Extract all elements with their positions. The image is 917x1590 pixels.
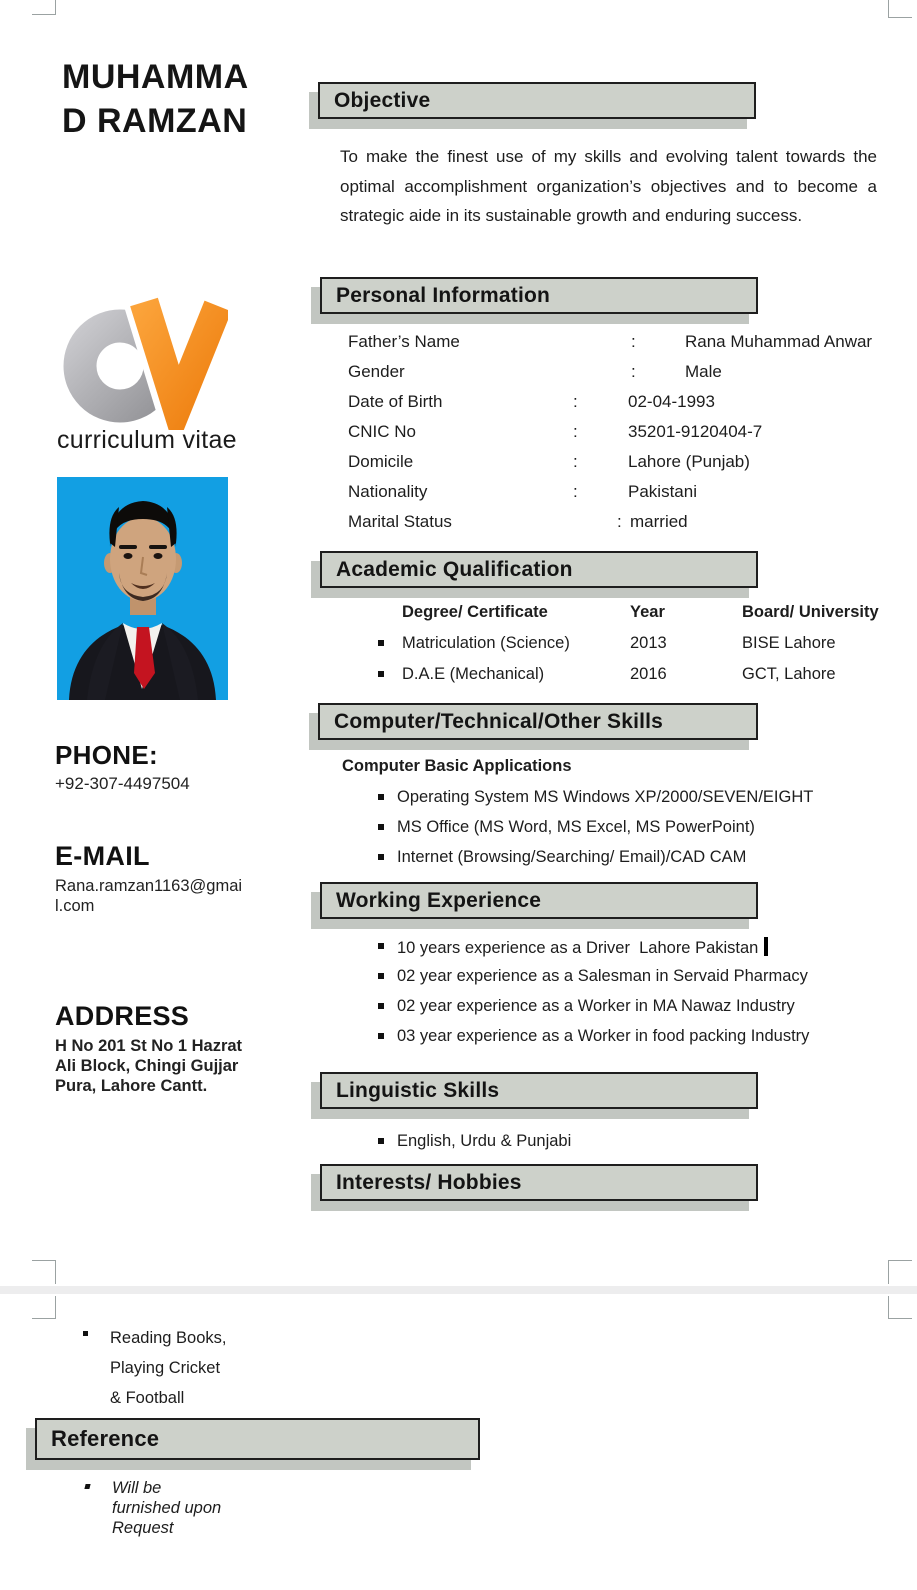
phone-value: +92-307-4497504 — [55, 774, 190, 793]
section-title: Working Experience — [336, 888, 542, 912]
section-header-computer-skills — [318, 703, 758, 740]
section-header-academic-qualification — [320, 551, 758, 588]
section-header-interests-hobbies — [320, 1164, 758, 1201]
bullet-icon — [84, 1484, 90, 1489]
text-cursor — [764, 937, 768, 956]
list-item: Operating System MS Windows XP/2000/SEVEN/EIGHT — [378, 788, 898, 818]
section-title: Computer/Technical/Other Skills — [334, 709, 664, 733]
personal-row: Date of Birth : 02-04-1993 — [348, 392, 715, 411]
column-board: Board/ University — [742, 603, 879, 621]
personal-row: Nationality : Pakistani — [348, 482, 697, 501]
email-value: Rana.ramzan1163@gmail.com — [55, 877, 243, 915]
hobbies-list: Reading Books, Playing Cricket & Football — [83, 1323, 323, 1413]
page1-bottom-right-boundary-mark — [888, 1260, 912, 1284]
academic-row: D.A.E (Mechanical) 2016 GCT, Lahore — [348, 665, 908, 696]
section-title: Interests/ Hobbies — [336, 1170, 522, 1194]
personal-row: Marital Status : married — [348, 512, 688, 531]
section-header-working-experience — [320, 882, 758, 919]
experience-list — [378, 937, 898, 1057]
list-item: 10 years experience as a Driver Lahore Pakistan — [378, 937, 898, 967]
page2-top-left-boundary-mark — [32, 1296, 56, 1319]
email-heading: E-MAIL — [55, 841, 150, 871]
page1-bottom-left-boundary-mark — [32, 1260, 56, 1284]
list-item: Internet (Browsing/Searching/ Email)/CAD CAM — [378, 848, 898, 878]
skills-list — [378, 788, 898, 878]
section-header-personal-information — [320, 277, 758, 314]
personal-information-list — [348, 332, 908, 542]
candidate-photo — [57, 477, 228, 700]
bullet-icon — [83, 1331, 88, 1336]
list-item: 02 year experience as a Salesman in Servaid Pharmacy — [378, 967, 898, 997]
skills-subtitle: Computer Basic Applications — [342, 757, 572, 775]
bullet-icon — [378, 973, 384, 979]
bullet-icon — [378, 824, 384, 830]
bullet-icon — [378, 854, 384, 860]
personal-row: Father’s Name : Rana Muhammad Anwar — [348, 332, 873, 351]
section-title: Academic Qualification — [336, 557, 573, 581]
section-title: Objective — [334, 88, 431, 112]
list-item: 03 year experience as a Worker in food packing Industry — [378, 1027, 898, 1057]
cv-logo-caption: curriculum vitae — [57, 426, 237, 454]
cv-logo-icon — [58, 290, 228, 430]
page1-top-right-boundary-mark — [888, 0, 912, 18]
academic-row: Matriculation (Science) 2013 BISE Lahore — [348, 634, 908, 665]
bullet-icon — [378, 640, 384, 646]
list-item: English, Urdu & Punjabi — [378, 1132, 898, 1162]
reference-list: Will be furnished upon Request — [85, 1478, 305, 1538]
bullet-icon — [378, 671, 384, 677]
linguistic-list — [378, 1132, 898, 1162]
column-degree: Degree/ Certificate — [402, 603, 548, 621]
page-break-separator — [0, 1286, 917, 1294]
list-item: 02 year experience as a Worker in MA Nawaz Industry — [378, 997, 898, 1027]
phone-heading: PHONE: — [55, 740, 158, 770]
academic-table-header — [348, 603, 908, 634]
personal-row: Gender : Male — [348, 362, 722, 381]
objective-text: To make the finest use of my skills and evolving talent towards the optimal accomplishment organization’s objectives and to become a strategic aide in its sustainable growth and enduring success. — [340, 147, 877, 225]
address-value: H No 201 St No 1 Hazrat Ali Block, Chingi Gujjar Pura, Lahore Cantt. — [55, 1037, 243, 1095]
personal-row: Domicile : Lahore (Punjab) — [348, 452, 750, 471]
bullet-icon — [378, 1138, 384, 1144]
candidate-name-line1: MUHAMMA — [62, 58, 249, 96]
bullet-icon — [378, 943, 384, 949]
candidate-name-line2: D RAMZAN — [62, 102, 248, 140]
personal-row: CNIC No : 35201-9120404-7 — [348, 422, 763, 441]
bullet-icon — [378, 1033, 384, 1039]
section-header-reference — [35, 1418, 480, 1460]
list-item: MS Office (MS Word, MS Excel, MS PowerPoint) — [378, 818, 898, 848]
address-heading: ADDRESS — [55, 1001, 190, 1031]
bullet-icon — [378, 1003, 384, 1009]
column-year: Year — [630, 603, 665, 621]
section-header-linguistic-skills — [320, 1072, 758, 1109]
academic-table — [348, 603, 908, 696]
section-header-objective — [318, 82, 756, 119]
bullet-icon — [378, 794, 384, 800]
section-title: Personal Information — [336, 283, 551, 307]
page1-top-left-boundary-mark — [32, 0, 56, 15]
section-title: Reference — [51, 1426, 160, 1451]
candidate-name — [62, 55, 249, 143]
page2-top-right-boundary-mark — [888, 1296, 912, 1319]
section-title: Linguistic Skills — [336, 1078, 500, 1102]
